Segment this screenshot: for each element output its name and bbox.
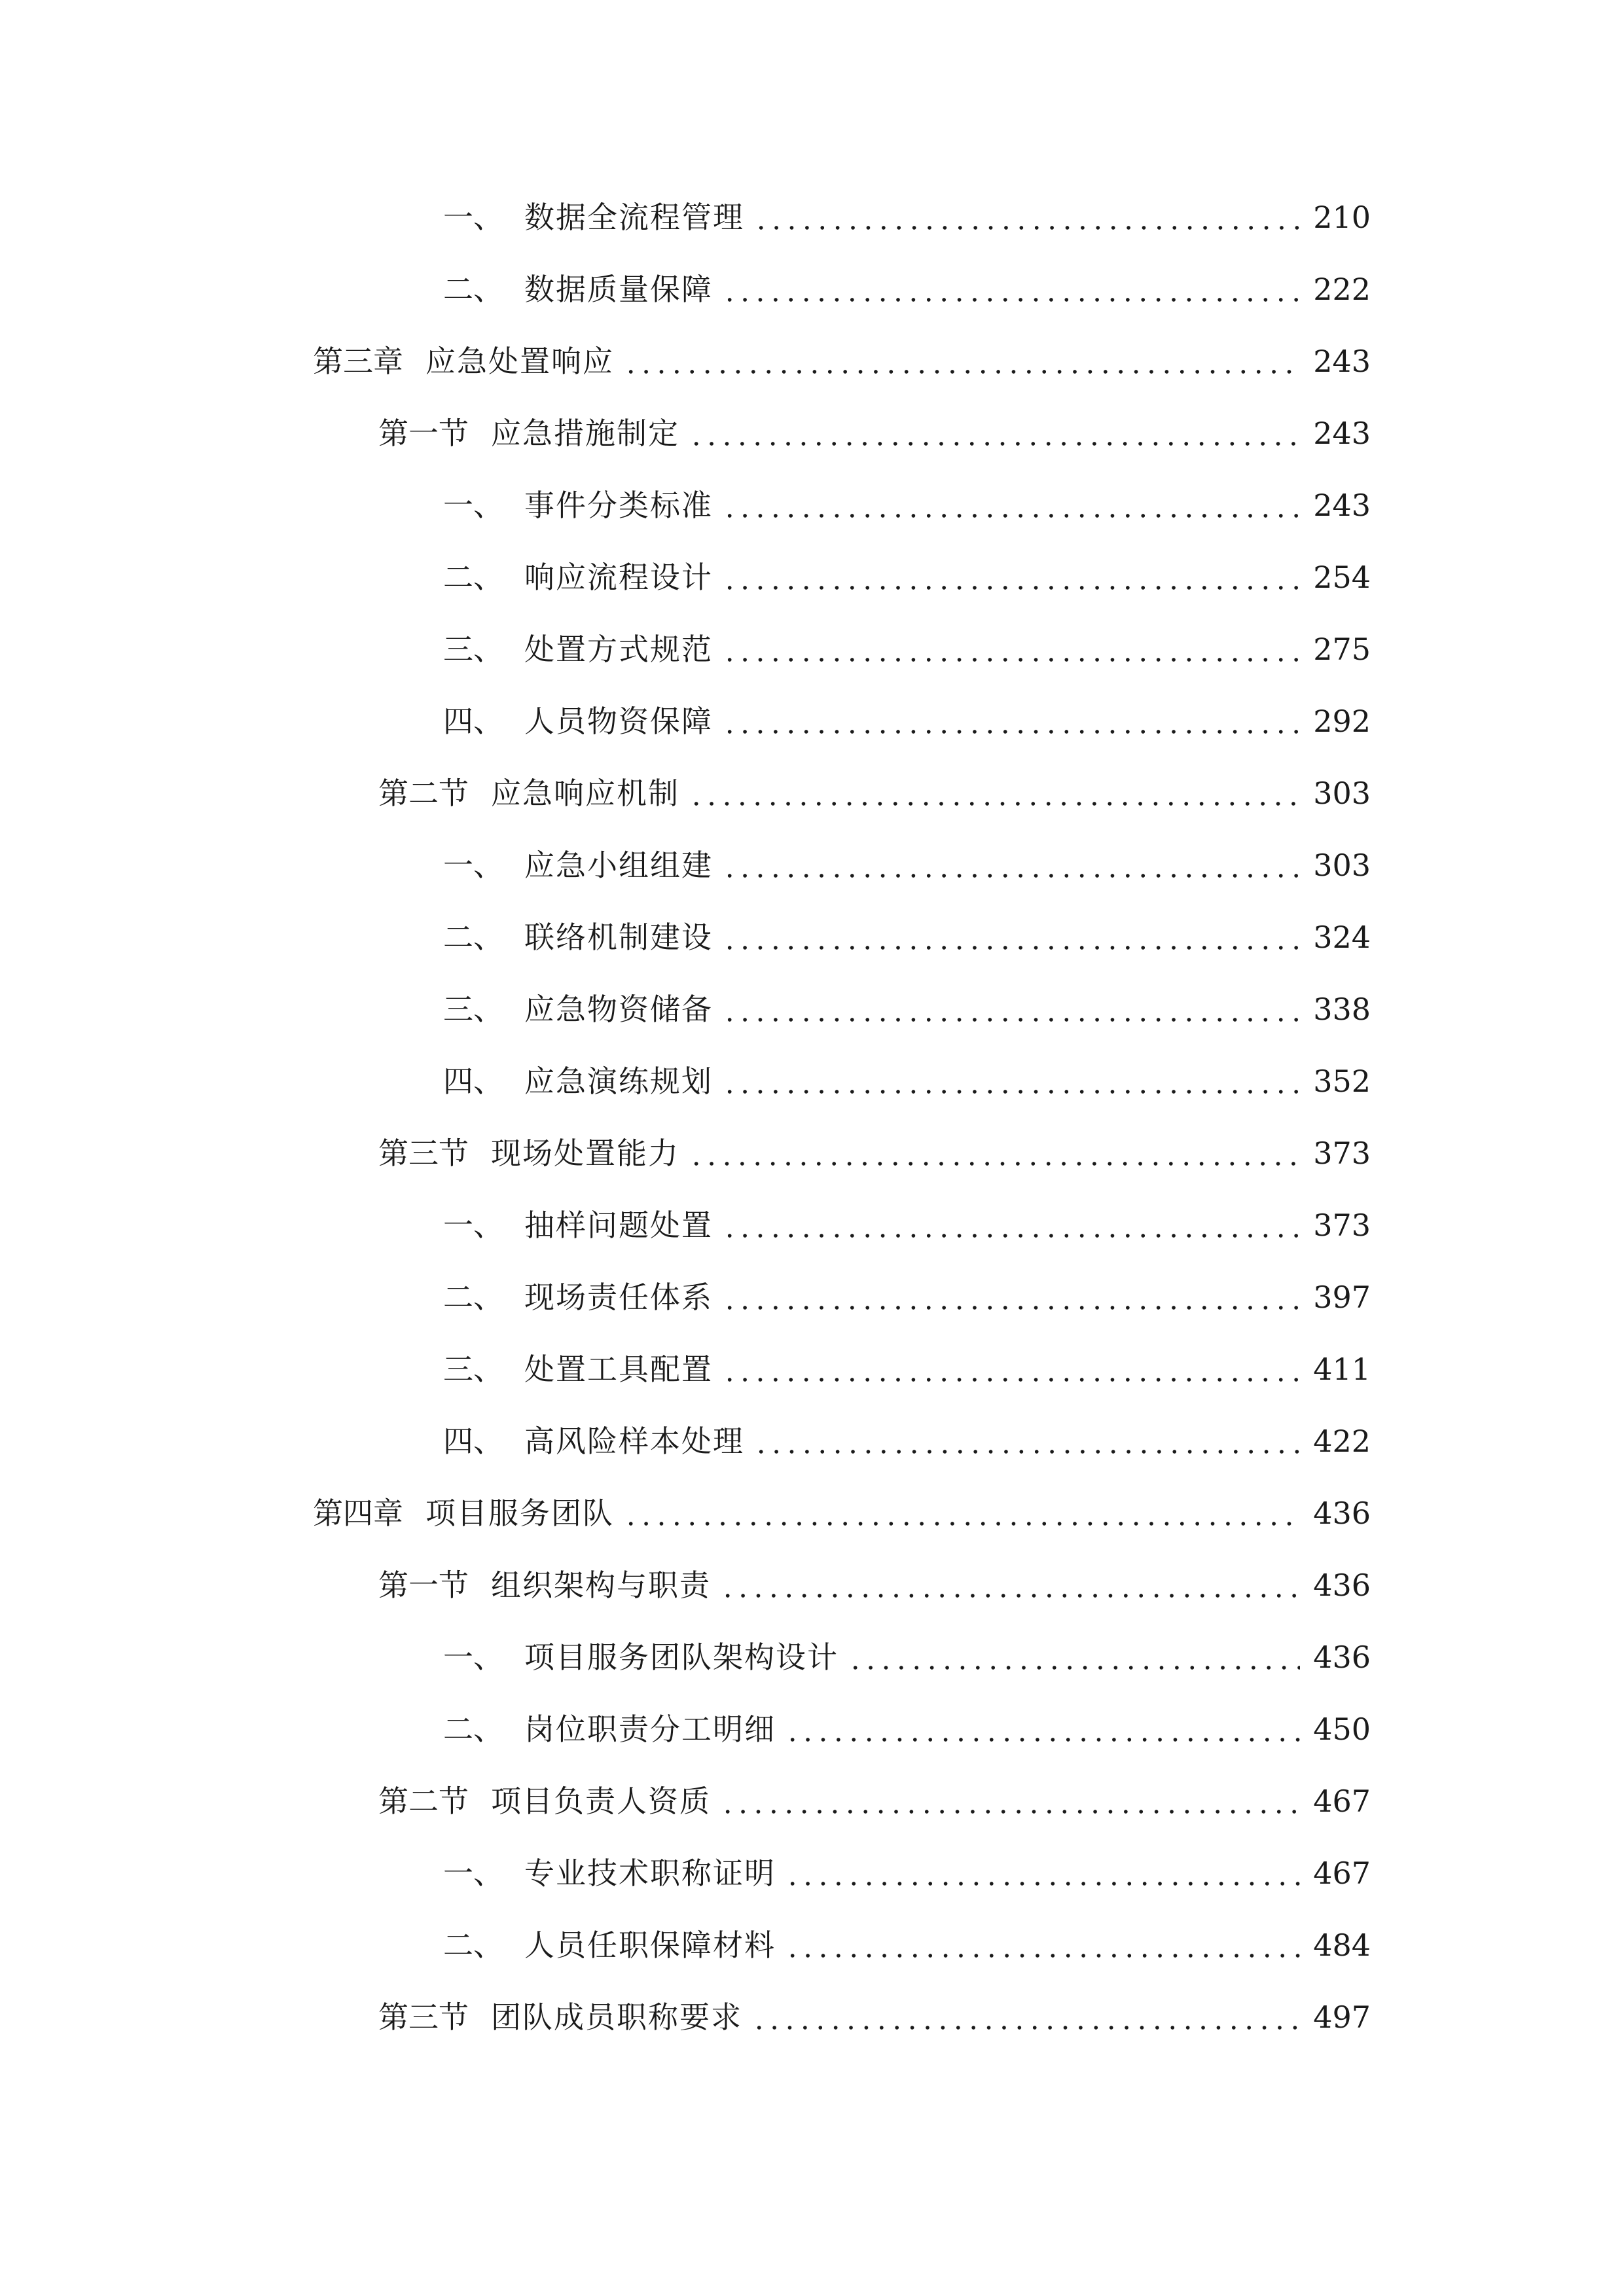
toc-entry-page: 243 (1313, 488, 1371, 523)
toc-entry-page: 373 (1313, 1208, 1371, 1243)
toc-entry-title: 应急演练规划 (524, 1064, 713, 1099)
dot-leader (722, 1282, 1300, 1312)
toc-entry-number: 一、 (443, 848, 503, 883)
toc-entry[interactable] (0, 901, 1624, 973)
toc-entry-number: 四、 (443, 704, 503, 739)
toc-entry[interactable] (0, 541, 1624, 613)
toc-entry-number: 第三节 (378, 2000, 469, 2035)
toc-entry-title: 应急物资储备 (524, 992, 713, 1027)
toc-entry[interactable] (0, 1405, 1624, 1477)
toc-entry[interactable] (0, 253, 1624, 325)
toc-entry-number: 一、 (443, 1208, 503, 1243)
toc-entry[interactable] (0, 1189, 1624, 1261)
toc-entry-number: 四、 (443, 1424, 503, 1459)
toc-entry-page: 411 (1313, 1352, 1371, 1387)
toc-entry-title: 事件分类标准 (524, 488, 713, 523)
dot-leader (848, 1642, 1300, 1672)
toc-entry[interactable] (0, 973, 1624, 1045)
toc-entry[interactable] (0, 181, 1624, 253)
toc-entry-title: 人员物资保障 (524, 704, 713, 739)
toc-entry-title: 应急响应机制 (491, 776, 679, 811)
toc-entry-section[interactable] (0, 1549, 1624, 1621)
toc-entry-page: 303 (1313, 848, 1371, 883)
dot-leader (722, 706, 1300, 736)
toc-entry[interactable] (0, 1693, 1624, 1765)
dot-leader (722, 562, 1300, 592)
toc-entry-title: 现场处置能力 (491, 1136, 679, 1171)
toc-entry-title: 抽样问题处置 (524, 1208, 713, 1243)
toc-entry-section[interactable] (0, 1117, 1624, 1189)
toc-entry-page: 436 (1313, 1640, 1371, 1675)
dot-leader (689, 418, 1300, 448)
dot-leader (785, 1858, 1300, 1888)
dot-leader (753, 1426, 1300, 1456)
toc-entry-page: 373 (1313, 1136, 1371, 1171)
toc-entry-title: 团队成员职称要求 (491, 2000, 742, 2035)
toc-entry-section[interactable] (0, 1765, 1624, 1837)
toc-entry-page: 292 (1313, 704, 1371, 739)
dot-leader (623, 346, 1300, 376)
toc-entry-number: 二、 (443, 1928, 503, 1963)
toc-entry-section[interactable] (0, 1981, 1624, 2053)
toc-entry-page: 484 (1313, 1928, 1371, 1963)
toc-entry-page: 243 (1313, 344, 1371, 379)
toc-entry-title: 人员任职保障材料 (524, 1928, 776, 1963)
toc-entry-number: 三、 (443, 992, 503, 1027)
toc-entry[interactable] (0, 1909, 1624, 1981)
toc-entry-title: 应急措施制定 (491, 416, 679, 451)
toc-entry[interactable] (0, 613, 1624, 685)
dot-leader (722, 994, 1300, 1024)
toc-entry-title: 数据质量保障 (524, 272, 713, 307)
toc-entry-page: 338 (1313, 992, 1371, 1027)
dot-leader (785, 1930, 1300, 1960)
toc-entry-title: 联络机制建设 (524, 920, 713, 955)
toc-entry-number: 第二节 (378, 776, 469, 811)
toc-entry-number: 第四章 (313, 1496, 403, 1531)
toc-entry-title: 应急小组组建 (524, 848, 713, 883)
toc-entry-number: 二、 (443, 1280, 503, 1315)
toc-entry-page: 210 (1313, 200, 1371, 235)
toc-entry-page: 436 (1313, 1568, 1371, 1603)
toc-entry-page: 303 (1313, 776, 1371, 811)
dot-leader (753, 202, 1300, 232)
toc-entry-title: 岗位职责分工明细 (524, 1712, 776, 1747)
toc-entry-page: 450 (1313, 1712, 1371, 1747)
toc-entry-number: 第一节 (378, 1568, 469, 1603)
toc-entry-page: 467 (1313, 1784, 1371, 1819)
toc-entry-title: 响应流程设计 (524, 560, 713, 595)
toc-entry-title: 应急处置响应 (425, 344, 614, 379)
toc-entry-section[interactable] (0, 397, 1624, 469)
toc-entry-number: 三、 (443, 1352, 503, 1387)
toc-entry-chapter[interactable] (0, 325, 1624, 397)
toc-entry-number: 二、 (443, 1712, 503, 1747)
toc-entry-number: 第二节 (378, 1784, 469, 1819)
dot-leader (722, 1210, 1300, 1240)
toc-entry-page: 243 (1313, 416, 1371, 451)
toc-entry-number: 一、 (443, 488, 503, 523)
table-of-contents (0, 181, 1624, 2053)
dot-leader (623, 1498, 1300, 1528)
toc-entry-page: 422 (1313, 1424, 1371, 1459)
dot-leader (722, 1066, 1300, 1096)
toc-entry-title: 项目服务团队架构设计 (524, 1640, 839, 1675)
dot-leader (785, 1714, 1300, 1744)
toc-entry-title: 处置方式规范 (524, 632, 713, 667)
dot-leader (689, 778, 1300, 808)
toc-entry-title: 项目负责人资质 (491, 1784, 711, 1819)
toc-entry-number: 三、 (443, 632, 503, 667)
toc-entry-section[interactable] (0, 757, 1624, 829)
toc-entry-page: 324 (1313, 920, 1371, 955)
toc-entry-page: 436 (1313, 1496, 1371, 1531)
toc-entry[interactable] (0, 1333, 1624, 1405)
dot-leader (722, 490, 1300, 520)
toc-entry-number: 一、 (443, 1640, 503, 1675)
toc-entry-page: 254 (1313, 560, 1371, 595)
toc-entry-title: 组织架构与职责 (491, 1568, 711, 1603)
toc-entry-page: 467 (1313, 1856, 1371, 1891)
dot-leader (722, 922, 1300, 952)
toc-entry-number: 一、 (443, 200, 503, 235)
toc-entry-number: 第三节 (378, 1136, 469, 1171)
toc-entry-page: 397 (1313, 1280, 1371, 1315)
toc-entry-title: 处置工具配置 (524, 1352, 713, 1387)
dot-leader (722, 274, 1300, 304)
dot-leader (689, 1138, 1300, 1168)
dot-leader (720, 1786, 1300, 1816)
toc-entry-page: 222 (1313, 272, 1371, 307)
toc-entry-page: 497 (1313, 2000, 1371, 2035)
toc-entry-title: 专业技术职称证明 (524, 1856, 776, 1891)
dot-leader (720, 1570, 1300, 1600)
toc-entry-title: 现场责任体系 (524, 1280, 713, 1315)
toc-entry[interactable] (0, 1045, 1624, 1117)
toc-entry-number: 第三章 (313, 344, 403, 379)
dot-leader (722, 850, 1300, 880)
toc-entry[interactable] (0, 685, 1624, 757)
toc-entry-title: 数据全流程管理 (524, 200, 744, 235)
dot-leader (751, 2002, 1300, 2032)
toc-entry-number: 四、 (443, 1064, 503, 1099)
toc-entry-number: 一、 (443, 1856, 503, 1891)
toc-entry-number: 二、 (443, 272, 503, 307)
toc-entry-number: 二、 (443, 920, 503, 955)
dot-leader (722, 1354, 1300, 1384)
toc-entry-chapter[interactable] (0, 1477, 1624, 1549)
toc-entry[interactable] (0, 469, 1624, 541)
toc-entry-page: 352 (1313, 1064, 1371, 1099)
toc-entry-number: 二、 (443, 560, 503, 595)
toc-entry-page: 275 (1313, 632, 1371, 667)
toc-entry[interactable] (0, 1621, 1624, 1693)
toc-entry-title: 高风险样本处理 (524, 1424, 744, 1459)
dot-leader (722, 634, 1300, 664)
toc-entry-number: 第一节 (378, 416, 469, 451)
toc-entry-title: 项目服务团队 (425, 1496, 614, 1531)
toc-entry[interactable] (0, 1261, 1624, 1333)
toc-entry[interactable] (0, 1837, 1624, 1909)
toc-entry[interactable] (0, 829, 1624, 901)
